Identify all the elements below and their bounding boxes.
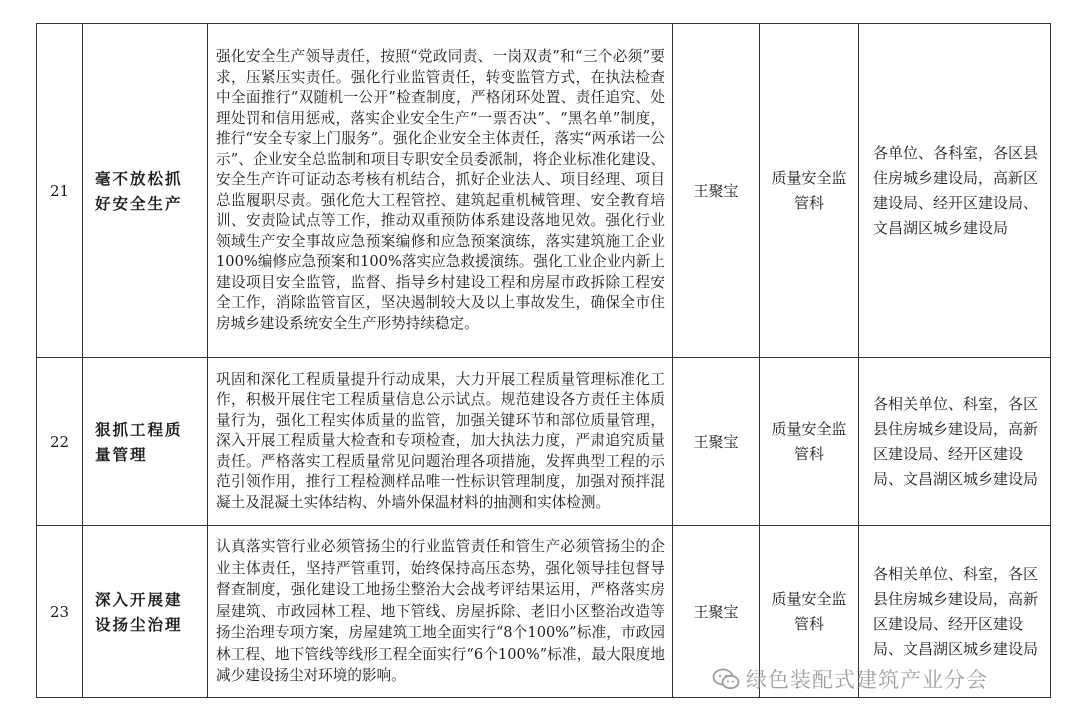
task-title: 深入开展建设扬尘治理	[83, 526, 208, 698]
responsible-person: 王聚宝	[673, 358, 760, 526]
responsible-department: 质量安全监管科	[760, 24, 859, 358]
cooperating-units: 各相关单位、科室，各区县住房城乡建设局，高新区建设局、经开区建设局、文昌湖区城乡建设局	[859, 358, 1051, 526]
work-task-table	[36, 23, 1051, 698]
cooperating-units: 各单位、各科室，各区县住房城乡建设局，高新区建设局、经开区建设局、文昌湖区城乡建设局	[859, 24, 1051, 358]
wechat-watermark	[712, 664, 988, 694]
responsible-person: 王聚宝	[673, 24, 760, 358]
table-row	[37, 358, 1051, 526]
task-content: 认真落实管行业必须管扬尘的行业监管责任和管生产必须管扬尘的企业主体责任，坚持严管重罚，始终保持高压态势，强化领导挂包督导督查制度，强化建设工地扬尘整治大会战考评结果运用，严格落实房屋建筑、市政园林工程、地下管线、房屋拆除、老旧小区整治改造等扬尘治理专项方案，房屋建筑工地全面实行“8个100%”标准，市政园林工程、地下管线等线形工程全面实行“6个100%”标准，最大限度地减少建设扬尘对环境的影响。	[208, 526, 673, 698]
responsible-department: 质量安全监管科	[760, 358, 859, 526]
task-title: 毫不放松抓好安全生产	[83, 24, 208, 358]
row-number: 21	[37, 24, 83, 358]
responsible-department: 质量安全监管科	[760, 526, 859, 698]
cooperating-units: 各相关单位、科室，各区县住房城乡建设局，高新区建设局、经开区建设局、文昌湖区城乡建设局	[859, 526, 1051, 698]
responsible-person: 王聚宝	[673, 526, 760, 698]
wechat-icon	[712, 668, 740, 690]
row-number: 22	[37, 358, 83, 526]
task-content: 强化安全生产领导责任，按照“党政同责、一岗双责”和“三个必须”要求，压紧压实责任。强化行业监管责任，转变监管方式，在执法检查中全面推行“双随机一公开”检查制度，严格闭环处置、责任追究、处理处罚和信用惩戒，落实企业安全生产“一票否决”、“黑名单”制度，推行“安全专家上门服务”。强化企业安全主体责任，落实“两承诺一公示”、企业安全总监制和项目专职安全员委派制，将企业标准化建设、安全生产许可证动态考核有机结合，抓好企业法人、项目经理、项目总监履职尽责。强化危大工程管控、建筑起重机械管理、安全教育培训、安责险试点等工作，推动双重预防体系建设落地见效。强化行业领域生产安全事故应急预案编修和应急预案演练，落实建筑施工企业100%编修应急预案和100%落实应急救援演练。强化工业企业内新上建设项目安全监管，监督、指导乡村建设工程和房屋市政拆除工程安全工作，消除监管盲区，坚决遏制较大及以上事故发生，确保全市住房城乡建设系统安全生产形势持续稳定。	[208, 24, 673, 358]
table-row	[37, 24, 1051, 358]
watermark-text: 绿色装配式建筑产业分会	[746, 668, 988, 692]
row-number: 23	[37, 526, 83, 698]
task-content: 巩固和深化工程质量提升行动成果，大力开展工程质量管理标准化工作，积极开展住宅工程质量信息公示试点。规范建设各方责任主体质量行为，强化工程实体质量的监管，加强关键环节和部位质量管理，深入开展工程质量大检查和专项检查，加大执法力度，严肃追究质量责任。严格落实工程质量常见问题治理各项措施，发挥典型工程的示范引领作用，推行工程检测样品唯一性标识管理制度，加强对预拌混凝土及混凝土实体结构、外墙外保温材料的抽测和实体检测。	[208, 358, 673, 526]
task-title: 狠抓工程质量管理	[83, 358, 208, 526]
